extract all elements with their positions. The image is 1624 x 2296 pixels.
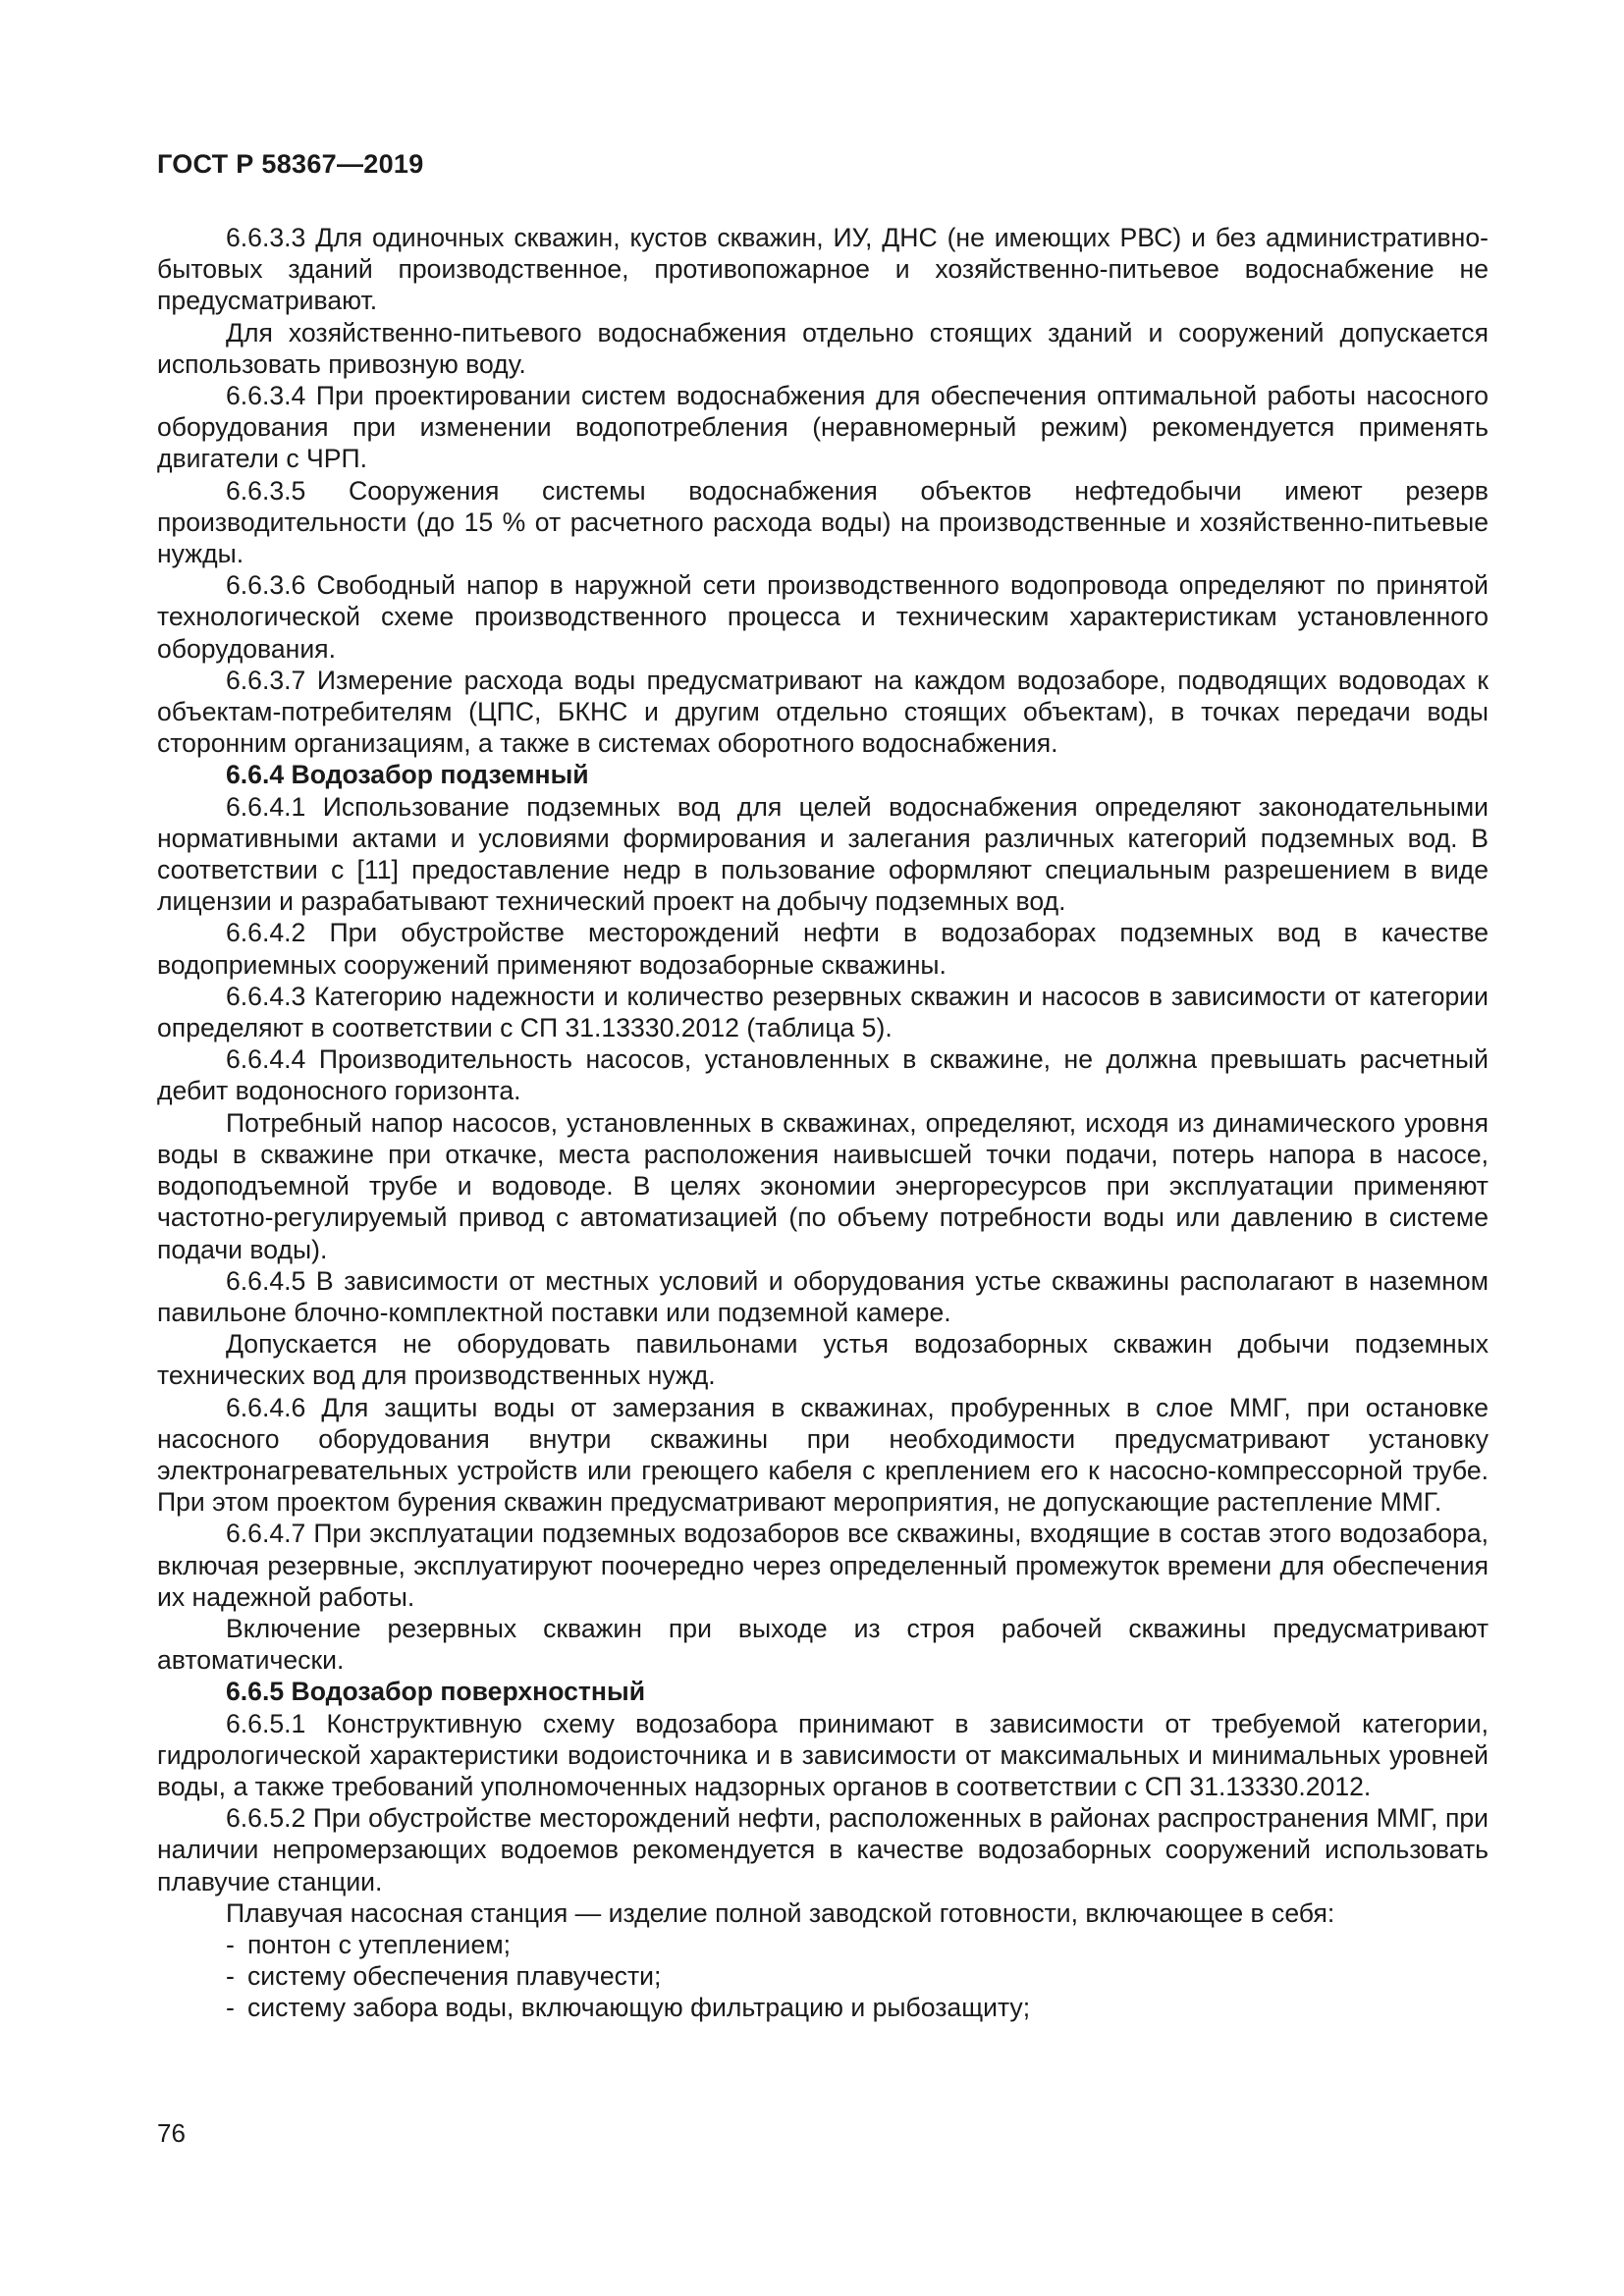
page-number: 76 xyxy=(157,2118,186,2148)
paragraph: 6.6.3.3 Для одиночных скважин, кустов скважин, ИУ, ДНС (не имеющих РВС) и без административно-бытовых зданий производственное, противопожарное и хозяйственно-питьевое водоснабжение не предусматривают. xyxy=(157,223,1489,316)
paragraph: 6.6.4.4 Производительность насосов, установленных в скважине, не должна превышать расчетный дебит водоносного горизонта. xyxy=(157,1044,1489,1106)
paragraph: 6.6.4.7 При эксплуатации подземных водозаборов все скважины, входящие в состав этого водозабора, включая резервные, эксплуатируют поочередно через определенный промежуток времени для обеспечения их надежной работы. xyxy=(157,1519,1489,1612)
section-heading: 6.6.4 Водозабор подземный xyxy=(226,760,589,790)
list-dash: - xyxy=(226,1961,235,1992)
paragraph: 6.6.4.1 Использование подземных вод для целей водоснабжения определяют законодательными нормативными актами и условиями формирования и залегания различных категорий подземных вод. В соответствии с [11] предоставление недр в пользование оформляют специальным разрешением в виде лицензии и разрабатывают технический проект на добычу подземных вод. xyxy=(157,791,1489,917)
paragraph: Потребный напор насосов, установленных в скважинах, определяют, исходя из динамического уровня воды в скважине при откачке, места расположения наивысшей точки подачи, потерь напора в насосе, водоподъемной трубе и водоводе. В целях экономии энергоресурсов при эксплуатации применяют частотно-регулируемый привод с автоматизацией (по объему потребности воды или давлению в системе подачи воды). xyxy=(157,1107,1489,1264)
list-dash: - xyxy=(226,1993,235,2023)
paragraph: 6.6.4.3 Категорию надежности и количество резервных скважин и насосов в зависимости от категории определяют в соответствии с СП 31.13330.2012 (таблица 5). xyxy=(157,981,1489,1043)
list-item-text: систему забора воды, включающую фильтрацию и рыбозащиту; xyxy=(247,1993,1031,2023)
paragraph: 6.6.3.7 Измерение расхода воды предусматривают на каждом водозаборе, подводящих водоводах к объектам-потребителям (ЦПС, БКНС и другим отдельно стоящих объектам), в точках передачи воды сторонним организациям, а также в системах оборотного водоснабжения. xyxy=(157,665,1489,759)
paragraph: Допускается не оборудовать павильонами устья водозаборных скважин добычи подземных технических вод для производственных нужд. xyxy=(157,1329,1489,1391)
list-item-text: понтон с утеплением; xyxy=(247,1929,511,1959)
paragraph: 6.6.3.5 Сооружения системы водоснабжения объектов нефтедобычи имеют резерв производительности (до 15 % от расчетного расхода воды) на производственные и хозяйственно-питьевые нужды. xyxy=(157,475,1489,569)
document-header: ГОСТ Р 58367—2019 xyxy=(157,149,424,179)
list-item xyxy=(157,1929,1489,1960)
section-heading: 6.6.5 Водозабор поверхностный xyxy=(226,1677,646,1707)
list-dash: - xyxy=(226,1929,235,1959)
document-body xyxy=(157,222,1489,2024)
paragraph: Плавучая насосная станция — изделие полной заводской готовности, включающее в себя: xyxy=(226,1897,1335,1928)
paragraph: 6.6.5.1 Конструктивную схему водозабора принимают в зависимости от требуемой категории, гидрологической характеристики водоисточника и в зависимости от максимальных и минимальных уровней воды, а также требований уполномоченных надзорных органов в соответствии с СП 31.13330.2012. xyxy=(157,1708,1489,1801)
paragraph: Включение резервных скважин при выходе из строя рабочей скважины предусматривают автоматически. xyxy=(157,1613,1489,1676)
list-item xyxy=(157,1960,1489,1992)
paragraph: 6.6.5.2 При обустройстве месторождений нефти, расположенных в районах распространения ММГ, при наличии непромерзающих водоемов рекомендуется в качестве водозаборных сооружений использовать плавучие станции. xyxy=(157,1803,1489,1896)
paragraph: 6.6.4.2 При обустройстве месторождений нефти в водозаборах подземных вод в качестве водоприемных сооружений применяют водозаборные скважины. xyxy=(157,918,1489,980)
paragraph: 6.6.3.6 Свободный напор в наружной сети производственного водопровода определяют по принятой технологической схеме производственного процесса и техническим характеристикам установленного оборудования. xyxy=(157,570,1489,664)
paragraph: 6.6.4.6 Для защиты воды от замерзания в скважинах, пробуренных в слое ММГ, при остановке насосного оборудования внутри скважины при необходимости предусматривают установку электронагревательных устройств или греющего кабеля с креплением его к насосно-компрессорной трубе. При этом проектом бурения скважин предусматривают мероприятия, не допускающие растепление ММГ. xyxy=(157,1392,1489,1518)
paragraph: 6.6.3.4 При проектировании систем водоснабжения для обеспечения оптимальной работы насосного оборудования при изменении водопотребления (неравномерный режим) рекомендуется применять двигатели с ЧРП. xyxy=(157,381,1489,474)
list-item xyxy=(157,1992,1489,2023)
list-item-text: систему обеспечения плавучести; xyxy=(247,1961,662,1992)
paragraph: Для хозяйственно-питьевого водоснабжения отдельно стоящих зданий и сооружений допускается использовать привозную воду. xyxy=(157,317,1489,379)
paragraph: 6.6.4.5 В зависимости от местных условий и оборудования устье скважины располагают в наземном павильоне блочно-комплектной поставки или подземной камере. xyxy=(157,1265,1489,1327)
